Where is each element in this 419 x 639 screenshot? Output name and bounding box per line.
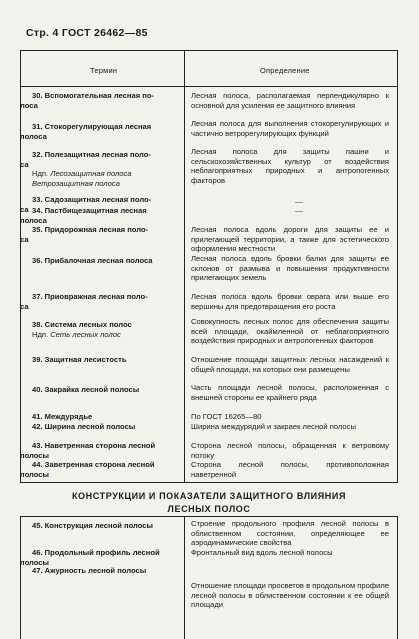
term-text: 34. Пастбищезащитная лесная [32,206,147,215]
term-text-cont: са [20,159,29,169]
definition-text: Совокупность лесных полос для обеспечения защиты всей площади, окаймленной от неблагоприятного воздействия природных и антропогенных факторов [191,317,389,345]
definition-dash: — [295,197,303,206]
page-header: Стр. 4 ГОСТ 26462—85 [26,27,148,39]
section2-border-left [20,516,21,639]
ndp-label: Ндп. [32,169,49,178]
term-text: 37. Приовражная лесная поло- [32,292,148,301]
definition-text: Лесная полоса вдоль дороги для защиты ее и прилегающей территории, а также для эстетического оформления местности [191,225,389,253]
table-top-rule [20,50,398,51]
section-title [20,490,398,516]
definition-text: Отношение площади просветов в продольном профиле лесной полосы в облиственном состоянии к ее общей площади [191,581,389,609]
column-header-term: Термин [90,66,118,75]
definition-text: Фронтальный вид вдоль лесной полосы [191,548,333,557]
term-text: 41. Междурядье [32,412,93,421]
term-text-cont: полосы [20,450,50,460]
definition-text: По ГОСТ 16265—80 [191,412,262,421]
term-text: 35. Придорожная лесная поло- [32,225,149,234]
term-text: 30. Вспомогательная лесная по- [32,91,155,100]
definition-dash: — [295,206,303,215]
term-text-cont: полоса [20,131,47,141]
term-text: 33. Садозащитная лесная поло- [32,195,152,204]
column-divider [184,50,185,482]
definition-text: Лесная полоса, располагаемая перпендикулярно к основной для усиления ее защитного влияния [191,91,389,110]
definition-text: Сторона лесной полосы, противоположная наветренной [191,460,389,479]
ndp-label: Ндп. [32,329,49,339]
ndp-term: Сеть лесных полос [50,329,121,339]
term-text: 32. Полезащитная лесная поло- [32,150,151,159]
term-text: 46. Продольный профиль лесной [32,548,160,557]
term-text: 43. Наветренная сторона лесной [32,441,156,450]
term-text-cont: са [20,234,29,244]
ndp-term: Лесозащитная полоса [50,169,132,178]
term-text: 42. Ширина лесной полосы [32,422,136,431]
term-text: 40. Закрайка лесной полосы [32,385,140,394]
term-text-cont: лоса [20,100,38,110]
definition-text: Лесная полоса для защиты пашни и сельскохозяйственных культур от воздействия неблагоприятных природных и антропогенных факторов [191,147,389,185]
term-text-cont: са [20,301,29,311]
term-text: 39. Защитная лесистость [32,355,127,364]
term-text-cont: полосы [20,469,50,479]
term-text: 31. Стокорегулирующая лесная [32,122,152,131]
term-text: 38. Система лесных полос [32,320,132,329]
term-text: 47. Ажурность лесной полосы [32,566,147,575]
term-text-cont: са [20,204,29,214]
definition-text: Лесная полоса вдоль бровки оврага или выше его вершины для предотвращения его роста [191,292,389,311]
section-title-line1: КОНСТРУКЦИИ И ПОКАЗАТЕЛИ ЗАЩИТНОГО ВЛИЯНИЯ [71,491,347,501]
term-text: 45. Конструкция лесной полосы [32,521,153,530]
section2-column-divider [184,516,185,639]
section2-border-right [397,516,398,639]
ndp-line [20,330,182,340]
ndp-line [20,169,182,179]
term-text: 44. Заветренная сторона лесной [32,460,155,469]
definition-text: Часть площади лесной полосы, расположенная с внешней стороны ее крайнего ряда [191,383,389,402]
term-text: 36. Прибалочная лесная полоса [32,256,153,265]
definition-text: Отношение площади защитных лесных насаждений к общей площади, на которых они размещены [191,355,389,374]
ndp-alias: Ветрозащитная полоса [32,178,120,188]
term-text-cont: полосы [20,557,50,567]
definition-text: Ширина междурядий и закраек лесной полосы [191,422,356,431]
header-bottom-rule [20,86,398,87]
section2-top-rule [20,516,398,517]
table-border-right [397,50,398,483]
definition-text: Строение продольного профиля лесной полосы в облиственном состоянии, определяющее ее аэродинамические свойства [191,519,389,547]
definition-text: Сторона лесной полосы, обращенная к ветровому потоку [191,441,389,460]
definition-text: Лесная полоса для выполнения стокорегулирующих и частично ветрорегулирующих функций [191,119,389,138]
column-header-definition: Определение [260,66,310,75]
section-title-line2: ЛЕСНЫХ ПОЛОС [167,504,251,514]
table-bottom-rule [20,482,398,483]
definition-text: Лесная полоса вдоль бровки балки для защиты ее склонов от размыва и повышения продуктивности прилегающих земель [191,254,389,282]
term-text-cont: полоса [20,215,47,225]
